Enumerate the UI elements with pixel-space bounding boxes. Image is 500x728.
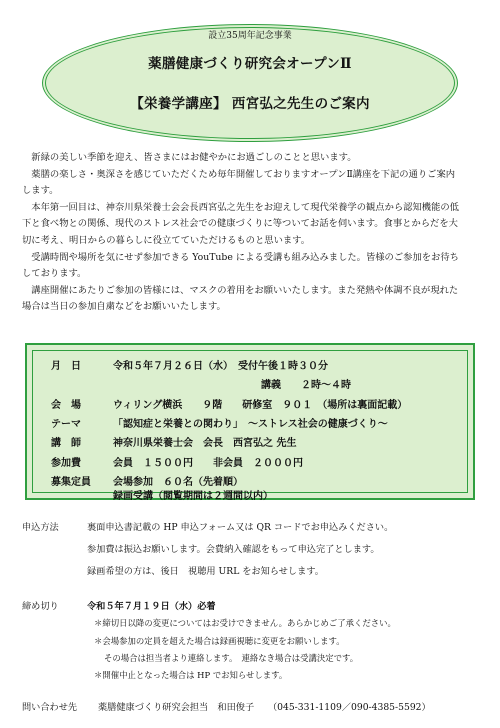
intro-line: 本年第一回目は、神奈川県栄養士会会長西宮弘之先生をお迎えして現代栄養学の観点から認知機能の低 — [22, 201, 459, 213]
deadline-note: その場合は担当者より連絡します。 連絡なき場合は受講決定です。 — [104, 653, 359, 663]
info-recording: 録画受講（閲覧期間は２週間以内） — [113, 491, 273, 502]
info-date-label: 月 日 — [51, 361, 81, 372]
application-line: 参加費は振込お願いします。会費納入確認をもって申込完了とします。 — [87, 544, 380, 555]
info-theme-row — [51, 415, 388, 430]
course-title: 【栄養学講座】 西宮弘之先生のご案内 — [130, 96, 370, 112]
deadline-note: ＊締切日以降の変更についてはお受けできません。あらかじめご了承ください。 — [94, 618, 396, 628]
info-fee-row — [51, 454, 303, 469]
header-subtitle: 設立35周年記念事業 — [208, 31, 292, 41]
info-date-value: 令和５年７月２６日（水） 受付午後１時３０分 — [113, 361, 328, 372]
info-venue-label: 会 場 — [51, 400, 81, 411]
intro-line: 講座開催にあたりご参加の皆様には、マスクの着用をお願いいたします。また発熱や体調不良が現れた — [22, 284, 459, 296]
info-theme-label: テーマ — [51, 419, 81, 430]
intro-line: 薬膳の楽しさ・奥深さを感じていただくため毎年開催しておりますオープンⅡ講座を下記の通りご案内 — [22, 168, 456, 180]
info-capacity-row — [51, 473, 243, 488]
info-lecturer-label: 講 師 — [51, 438, 81, 449]
intro-line: 受講時間や場所を気にせず参加できる YouTube による受講も組み込みました。皆様のご参加をお待ち — [22, 251, 459, 263]
deadline-label: 締め切り — [22, 601, 59, 612]
info-lecturer-value: 神奈川県栄養士会 会長 西宮弘之 先生 — [113, 438, 297, 449]
info-capacity-label: 募集定員 — [51, 477, 91, 488]
info-lecturer-row — [51, 434, 296, 449]
application-line: 裏面申込書記載の HP 申込フォーム又は QR コードでお申込みください。 — [87, 522, 394, 533]
info-capacity-value: 会場参加 ６０名（先着順） — [113, 477, 243, 488]
intro-line: 切に考え、明日からの暮らしに役立てていただけるものと思います。 — [22, 234, 311, 246]
intro-text — [22, 150, 480, 316]
application-label: 申込方法 — [22, 522, 59, 533]
deadline-note: ＊会場参加の定員を超えた場合は録画視聴に変更をお願いします。 — [94, 636, 345, 646]
deadline-value: 令和５年７月１９日（水）必着 — [87, 601, 216, 612]
intro-line: 下と食べ物との関係、現代のストレス社会での健康づくりに等ついてお話を伺います。食事とからだを大 — [22, 218, 458, 230]
intro-line: 新緑の美しい季節を迎え、皆さまにはお健やかにお過ごしのことと思います。 — [22, 152, 357, 163]
header-ellipse — [42, 24, 458, 142]
info-theme-value: 「認知症と栄養との関わり」 〜ストレス社会の健康づくり〜 — [113, 419, 388, 430]
application-line: 録画希望の方は、後日 視聴用 URL をお知らせします。 — [87, 566, 324, 577]
contact-label: 問い合わせ先 — [22, 702, 78, 713]
intro-line: しております。 — [22, 268, 87, 280]
info-lecture-time: 講義 ２時〜４時 — [261, 380, 351, 391]
header-title: 薬膳健康づくり研究会オープンⅡ — [148, 56, 352, 72]
info-date-row — [51, 357, 328, 372]
info-fee-value: 会員 １５００円 非会員 ２０００円 — [113, 458, 303, 469]
intro-line: します。 — [22, 185, 59, 197]
info-fee-label: 参加費 — [51, 458, 81, 469]
intro-line: 場合は当日の参加自粛などをお願いいたします。 — [22, 301, 226, 313]
deadline-note: ＊開催中止となった場合は HP でお知らせします。 — [94, 670, 288, 680]
info-venue-row — [51, 396, 407, 411]
contact-value: 薬膳健康づくり研究会担当 和田俊子 （045-331-1109／090-4385-5592） — [98, 702, 431, 713]
info-venue-value: ウィリング横浜 ９階 研修室 ９０１ （場所は裏面記載） — [113, 400, 408, 411]
